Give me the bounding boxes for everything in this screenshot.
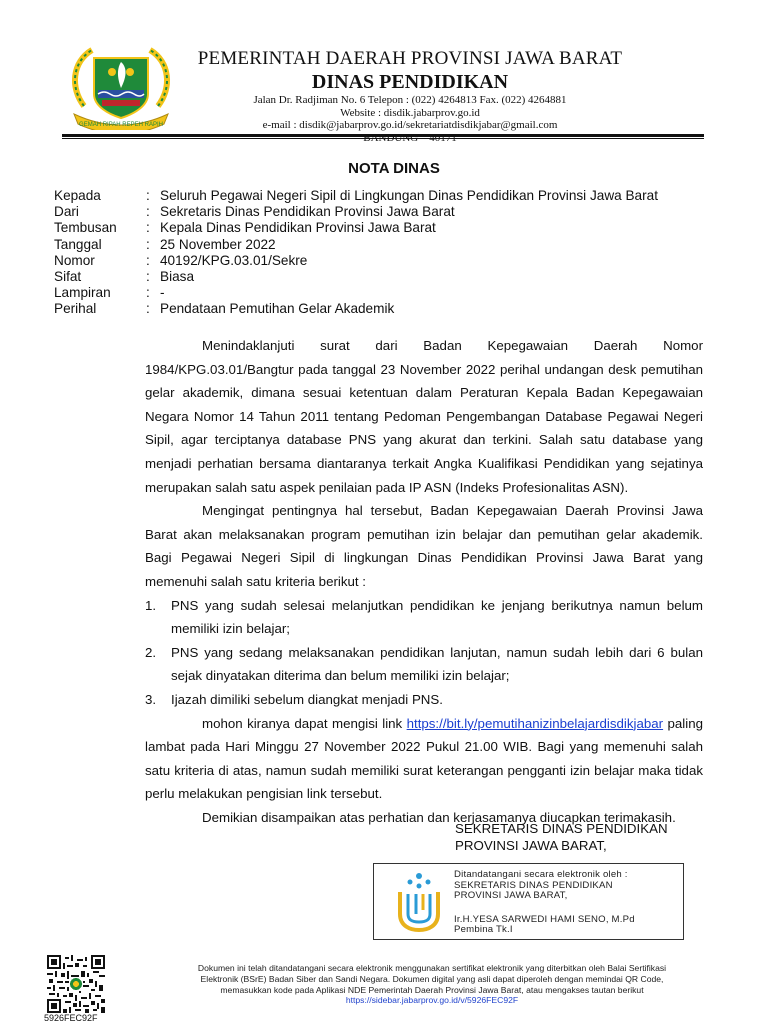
signature-details: Ditandatangani secara elektronik oleh : SEKRETARIS DINAS PENDIDIKAN PROVINSI JAWA BARAT, Ir.H.YESA SARWEDI HAMI SENO, M.Pd Pembina Tk.I <box>454 869 635 935</box>
meta-row-nomor: Nomor : 40192/KPG.03.01/Sekre <box>54 252 308 268</box>
paragraph-3: mohon kiranya dapat mengisi link https://bit.ly/pemutihanizinbelajardisdikjabar paling lambat pada Hari Minggu 27 November 2022 Pukul 21.00 WIB. Bagi yang memenuhi salah satu kriteria di atas, namun sudah memiliki surat keterangan pengganti izin belajar maka tidak perlu melakukan pengisian link tersebut. <box>145 715 703 802</box>
list-item: 2. PNS yang sedang melaksanakan pendidikan lanjutan, namun sudah lebih dari 6 bulan sejak dinyatakan diterima dan belum memiliki izin belajar; <box>145 644 703 684</box>
paragraph-1: Menindaklanjuti surat dari Badan Kepegawaian Daerah Nomor 1984/KPG.03.01/Bangtur pada tanggal 23 November 2022 perihal undangan desk pemutihan gelar akademik, dimana sesuai ketentuan dalam Peraturan Kepala Badan Kepegawaian Negara Nomor 14 Tahun 2011 tentang Pedoman Pengembangan Database Pegawai Negeri Sipil, agar terciptanya database PNS yang akurat dan terkini. Salah satu database yang menjadi perhatian bersama diantaranya terkait Angka Kualifikasi Pendidikan yang sejatinya merupakan salah satu aspek penilaian pada IP ASN (Indeks Profesionalitas ASN). <box>145 338 703 495</box>
bsre-signature-icon <box>390 870 448 934</box>
office-name: DINAS PENDIDIKAN <box>311 71 509 93</box>
meta-row-tembusan: Tembusan : Kepala Dinas Pendidikan Provinsi Jawa Barat <box>54 220 436 236</box>
provincial-logo <box>66 44 176 130</box>
list-item: 3. Ijazah dimiliki sebelum diangkat menjadi PNS. <box>145 691 443 707</box>
letterhead-rule-thin <box>62 138 704 139</box>
form-link[interactable]: https://bit.ly/pemutihanizinbelajardisdikjabar <box>406 715 664 731</box>
meta-row-dari: Dari : Sekretaris Dinas Pendidikan Provinsi Jawa Barat <box>54 204 455 220</box>
list-item: 1. PNS yang sudah selesai melanjutkan pendidikan ke jenjang berikutnya namun belum memiliki izin belajar; <box>145 597 703 637</box>
letterhead <box>170 48 650 144</box>
document-title: NOTA DINAS <box>348 160 440 177</box>
paragraph-closing: Demikian disampaikan atas perhatian dan kerjasamanya diucapkan terimakasih. <box>202 809 676 825</box>
office-website: Website : disdik.jabarprov.go.id <box>340 106 480 119</box>
meta-row-lampiran: Lampiran : - <box>54 285 165 301</box>
electronic-signature-box <box>373 863 684 940</box>
qr-code-id: 5926FEC92F <box>44 1013 98 1023</box>
qr-code-icon[interactable] <box>47 955 105 1013</box>
meta-row-sifat: Sifat : Biasa <box>54 268 195 284</box>
letterhead-rule-thick <box>62 134 704 137</box>
logo-motto: GEMAH RIPAH REPEH RAPIH <box>79 122 163 128</box>
meta-row-tanggal: Tanggal : 25 November 2022 <box>54 236 276 252</box>
office-address: Jalan Dr. Radjiman No. 6 Telepon : (022) 4264813 Fax. (022) 4264881 <box>253 94 567 106</box>
paragraph-2: Mengingat pentingnya hal tersebut, Badan Kepegawaian Daerah Provinsi Jawa Barat akan melaksanakan program pemutihan izin belajar dan pemutihan gelar akademik. Bagi Pegawai Negeri Sipil di lingkungan Dinas Pendidikan Provinsi Jawa Barat yang memenuhi salah satu kriteria berikut : <box>145 503 703 589</box>
criteria-list <box>145 594 703 712</box>
verification-link[interactable]: https://sidebar.jabarprov.go.id/v/5926FEC92F <box>345 995 519 1006</box>
government-name: PEMERINTAH DAERAH PROVINSI JAWA BARAT <box>197 48 623 69</box>
signer-rank: Pembina Tk.I <box>454 924 513 935</box>
signer-name: Ir.H.YESA SARWEDI HAMI SENO, M.Pd <box>454 913 635 925</box>
memo-header-fields <box>54 188 658 318</box>
memo-body <box>145 334 703 829</box>
signatory-title: SEKRETARIS DINAS PENDIDIKAN PROVINSI JAWA BARAT, <box>455 821 668 853</box>
meta-row-perihal: Perihal : Pendataan Pemutihan Gelar Akademik <box>54 301 395 317</box>
e-sign-footnote: Dokumen ini telah ditandatangani secara elektronik menggunakan sertifikat elektronik yang diterbitkan oleh Balai Sertifikasi Elektronik (BSrE) Badan Siber dan Sandi Negara. Dokumen digital yang asli dapat diperoleh dengan memindai QR Code, memasukkan kode pada Aplikasi NDE Pemerintah Daerah Provinsi Jawa Barat, atau mengakses tautan berikut https://sidebar.jabarprov.go.id/v/5926FEC92F <box>132 963 732 1006</box>
meta-row-kepada: Kepada : Seluruh Pegawai Negeri Sipil di Lingkungan Dinas Pendidikan Provinsi Jawa Barat <box>54 188 658 203</box>
office-email: e-mail : disdik@jabarprov.go.id/sekretariatdisdikjabar@gmail.com <box>262 119 558 131</box>
